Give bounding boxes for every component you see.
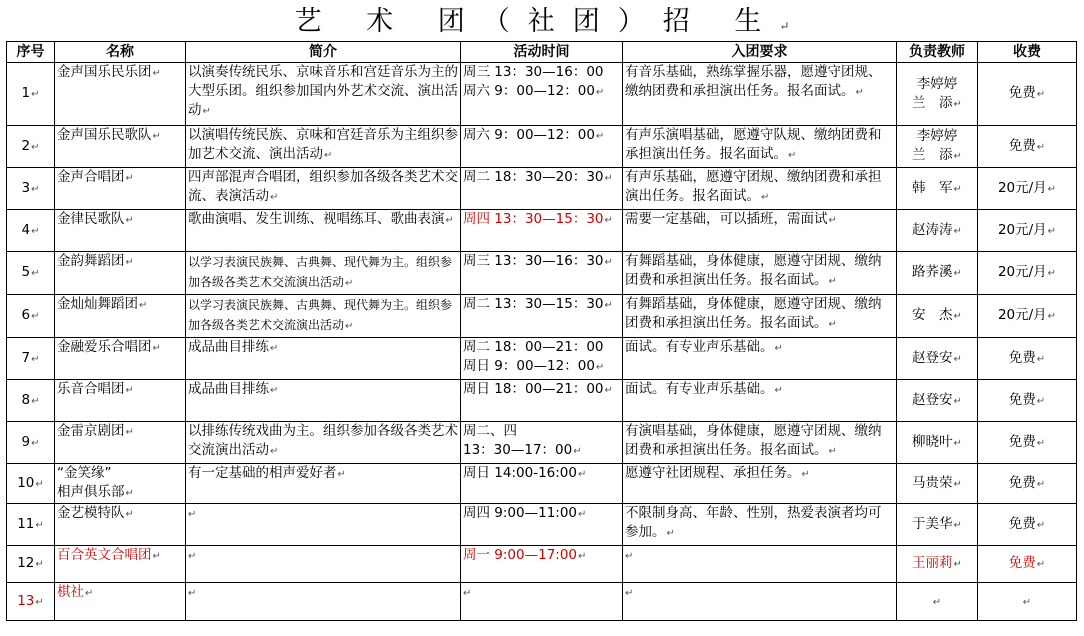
paragraph-mark-icon: ↵ (604, 215, 613, 226)
paragraph-mark-icon: ↵ (139, 300, 148, 311)
paragraph-mark-icon: ↵ (774, 343, 783, 354)
club-name-cell (55, 126, 186, 168)
paragraph-mark-icon: ↵ (324, 150, 333, 161)
cell-text: 9 (21, 433, 31, 450)
requirement-cell (623, 380, 897, 422)
cell-text: 有舞蹈基础，身体健康，愿遵守团规、缴纳团费和承担演出任务。报名面试。 (625, 253, 882, 288)
header-row (7, 42, 1077, 63)
teacher-cell (897, 464, 978, 504)
activity-time-cell (461, 338, 623, 380)
paragraph-mark-icon: ↵ (1022, 596, 1032, 608)
requirement-cell (623, 168, 897, 210)
cell-text: 周三 13：30—16：00 (463, 64, 604, 80)
fee-cell (978, 504, 1077, 546)
table-row (7, 168, 1077, 210)
cell-text: 周日 9：00—12：00 (463, 358, 595, 374)
cell-text: 有音乐基础，熟练掌握乐器，愿遵守团规、缴纳团费和承担演出任务。报名面试。 (625, 64, 882, 99)
teacher-cell (897, 338, 978, 380)
cell-text: 需要一定基础，可以插班，需面试 (625, 211, 828, 227)
cell-text: 以演唱传统民族、京味和宫廷音乐为主组织参加艺术交流、演出活动 (188, 127, 458, 162)
cell-text: 百合英文合唱团 (57, 547, 152, 563)
requirement-cell (623, 464, 897, 504)
teacher-cell (897, 126, 978, 168)
cell-text: 以学习表演民族舞、古典舞、现代舞为主。组织参加各级各类艺术交流演出活动 (188, 298, 453, 332)
cell-text: 10 (17, 474, 35, 491)
paragraph-mark-icon: ↵ (953, 478, 962, 490)
paragraph-mark-icon: ↵ (345, 321, 354, 332)
cell-text: 免费 (1008, 349, 1036, 366)
activity-time-cell (461, 422, 623, 464)
paragraph-mark-icon: ↵ (604, 300, 613, 311)
cell-text: 歌曲演唱、发生训练、视唱练耳、歌曲表演 (188, 211, 445, 227)
cell-text: 20元/月 (997, 264, 1047, 280)
activity-time-cell (461, 380, 623, 422)
paragraph-mark-icon: ↵ (35, 519, 44, 531)
paragraph-mark-icon: ↵ (595, 131, 605, 142)
cell-text: 3 (21, 179, 31, 196)
paragraph-mark-icon: ↵ (345, 278, 354, 289)
cell-text: “金笑缘” (57, 465, 112, 481)
seq-cell (7, 422, 55, 464)
paragraph-mark-icon: ↵ (953, 151, 962, 162)
cell-text: 以学习表演民族舞、古典舞、现代舞为主。组织参加各级各类艺术交流演出活动 (188, 255, 453, 289)
paragraph-mark-icon: ↵ (828, 319, 837, 330)
paragraph-mark-icon: ↵ (953, 311, 962, 322)
paragraph-mark-icon: ↵ (31, 268, 40, 279)
paragraph-mark-icon: ↵ (578, 509, 587, 520)
paragraph-mark-icon: ↵ (125, 215, 134, 226)
club-name-cell (55, 546, 186, 583)
paragraph-mark-icon: ↵ (573, 446, 582, 457)
teacher-cell (897, 380, 978, 422)
cell-text: 免费 (1008, 433, 1036, 450)
requirement-cell (623, 210, 897, 252)
paragraph-mark-icon: ↵ (31, 311, 40, 322)
seq-cell (7, 546, 55, 583)
paragraph-mark-icon: ↵ (604, 385, 613, 396)
fee-cell (978, 252, 1077, 295)
page-title: 艺 术 团（社团）招 生↵ (294, 6, 790, 37)
cell-text: 周三 13：30—16：30 (463, 253, 604, 269)
paragraph-mark-icon: ↵ (1047, 268, 1057, 279)
paragraph-mark-icon: ↵ (1036, 559, 1046, 570)
club-name-cell (55, 583, 186, 621)
paragraph-mark-icon: ↵ (270, 385, 279, 396)
paragraph-mark-icon: ↵ (577, 469, 587, 480)
cell-text: 成品曲目排练 (188, 381, 269, 397)
paragraph-mark-icon: ↵ (1036, 478, 1046, 490)
fee-cell (978, 380, 1077, 422)
intro-cell (186, 464, 461, 504)
teacher-cell (897, 210, 978, 252)
paragraph-mark-icon: ↵ (595, 87, 605, 98)
fee-cell (978, 422, 1077, 464)
club-name-cell (55, 210, 186, 252)
paragraph-mark-icon: ↵ (1036, 141, 1046, 153)
paragraph-mark-icon: ↵ (761, 192, 770, 203)
cell-text: 赵登安 (912, 349, 953, 366)
cell-text: 愿遵守社团规程、承担任务。 (625, 465, 801, 481)
club-name-cell (55, 380, 186, 422)
paragraph-mark-icon: ↵ (1036, 437, 1046, 449)
cell-text: 路荞溪 (912, 264, 953, 280)
cell-text: 2 (21, 137, 31, 154)
teacher-cell (897, 252, 978, 295)
paragraph-mark-icon: ↵ (828, 276, 837, 287)
requirement-cell (623, 338, 897, 380)
header-requirements: 入团要求 (623, 42, 897, 63)
requirement-cell (623, 126, 897, 168)
cell-text: 金雷京剧团 (57, 423, 125, 439)
requirement-cell (623, 63, 897, 126)
paragraph-mark-icon: ↵ (152, 551, 161, 562)
paragraph-mark-icon: ↵ (1047, 311, 1057, 322)
cell-text: 乐音合唱团 (57, 381, 125, 397)
fee-cell (978, 546, 1077, 583)
paragraph-mark-icon: ↵ (953, 353, 962, 365)
paragraph-mark-icon: ↵ (152, 68, 161, 79)
paragraph-mark-icon: ↵ (152, 343, 161, 354)
cell-text: 金声合唱团 (57, 169, 125, 185)
requirement-cell (623, 252, 897, 295)
seq-cell (7, 252, 55, 295)
table-row (7, 464, 1077, 504)
intro-cell (186, 546, 461, 583)
paragraph-mark-icon: ↵ (125, 427, 134, 438)
fee-cell (978, 464, 1077, 504)
cell-text: 金灿灿舞蹈团 (57, 296, 138, 312)
intro-cell (186, 168, 461, 210)
header-intro: 简介 (186, 42, 461, 63)
paragraph-mark-icon: ↵ (1036, 395, 1046, 407)
seq-cell (7, 295, 55, 338)
cell-text: 有声乐演唱基础，愿遵守队规、缴纳团费和承担演出任务。报名面试。 (625, 127, 882, 162)
cell-text: 周二 18：00—21：00 (463, 339, 604, 355)
cell-text: 柳晓叶 (912, 433, 953, 450)
fee-cell (978, 338, 1077, 380)
paragraph-mark-icon: ↵ (270, 192, 279, 203)
seq-cell (7, 504, 55, 546)
seq-cell (7, 168, 55, 210)
activity-time-cell (461, 126, 623, 168)
paragraph-mark-icon: ↵ (595, 362, 605, 373)
cell-text: 4 (21, 221, 31, 238)
paragraph-mark-icon: ↵ (774, 385, 783, 396)
paragraph-mark-icon: ↵ (953, 98, 962, 110)
activity-time-cell (461, 63, 623, 126)
paragraph-mark-icon: ↵ (35, 596, 44, 608)
cell-text: 免费 (1008, 137, 1036, 154)
cell-text: 周一 9:00—17:00 (463, 547, 578, 563)
paragraph-mark-icon: ↵ (1036, 353, 1046, 365)
cell-text: 8 (21, 391, 31, 408)
cell-text: 13：30—17：00 (463, 442, 573, 458)
header-fee: 收费 (978, 42, 1077, 63)
cell-text: 7 (21, 349, 31, 366)
paragraph-mark-icon: ↵ (625, 551, 634, 562)
intro-cell (186, 422, 461, 464)
paragraph-mark-icon: ↵ (188, 588, 197, 599)
header-teacher: 负责教师 (897, 42, 978, 63)
cell-text: 李婷婷 (916, 75, 958, 92)
intro-cell (186, 504, 461, 546)
cell-text: 有一定基础的相声爱好者 (188, 465, 337, 481)
header-no: 序号 (7, 42, 55, 63)
paragraph-mark-icon: ↵ (801, 469, 810, 480)
paragraph-mark-icon: ↵ (828, 215, 837, 226)
seq-cell (7, 583, 55, 621)
table-row (7, 380, 1077, 422)
fee-cell (978, 295, 1077, 338)
cell-text: 免费 (1008, 515, 1036, 532)
cell-text: 11 (17, 515, 35, 532)
paragraph-mark-icon: ↵ (932, 596, 942, 608)
club-name-cell (55, 464, 186, 504)
table-row (7, 126, 1077, 168)
paragraph-mark-icon: ↵ (1036, 89, 1046, 100)
teacher-cell (897, 295, 978, 338)
paragraph-mark-icon: ↵ (152, 131, 161, 142)
table-row (7, 422, 1077, 464)
cell-text: 免费 (1008, 555, 1036, 571)
cell-text: 5 (21, 264, 31, 280)
paragraph-mark-icon: ↵ (31, 353, 40, 365)
fee-cell (978, 583, 1077, 621)
intro-cell (186, 63, 461, 126)
paragraph-mark-icon: ↵ (125, 509, 134, 520)
cell-text: 免费 (1008, 85, 1036, 101)
requirement-cell (623, 546, 897, 583)
table-row (7, 210, 1077, 252)
paragraph-mark-icon: ↵ (463, 588, 472, 599)
table-row (7, 583, 1077, 621)
cell-text: 周四 9:00—11:00 (463, 505, 578, 521)
club-name-cell (55, 422, 186, 464)
activity-time-cell (461, 504, 623, 546)
requirement-cell (623, 504, 897, 546)
paragraph-mark-icon: ↵ (188, 551, 197, 562)
cell-text: 20元/月 (997, 307, 1047, 323)
cell-text: 20元/月 (997, 221, 1047, 238)
paragraph-mark-icon: ↵ (1047, 225, 1057, 237)
requirement-cell (623, 295, 897, 338)
cell-text: 韩 军 (912, 179, 953, 196)
cell-text: 兰 添 (912, 94, 953, 111)
club-name-cell (55, 252, 186, 295)
paragraph-mark-icon: ↵ (953, 519, 962, 531)
paragraph-mark-icon: ↵ (85, 588, 94, 599)
paragraph-mark-icon: ↵ (270, 446, 279, 457)
fee-cell (978, 210, 1077, 252)
activity-time-cell (461, 583, 623, 621)
paragraph-mark-icon: ↵ (188, 509, 197, 520)
activity-time-cell (461, 168, 623, 210)
paragraph-mark-icon: ↵ (953, 268, 962, 279)
activity-time-cell (461, 295, 623, 338)
intro-cell (186, 338, 461, 380)
activity-time-cell (461, 252, 623, 295)
cell-text: 于美华 (912, 515, 953, 532)
table-row (7, 63, 1077, 126)
table-row (7, 338, 1077, 380)
cell-text: 金融爱乐合唱团 (57, 339, 152, 355)
club-name-cell (55, 504, 186, 546)
cell-text: 周四 13：30—15：30 (463, 211, 604, 227)
cell-text: 金声国乐民乐团 (57, 64, 152, 80)
cell-text: 6 (21, 307, 31, 323)
intro-cell (186, 252, 461, 295)
paragraph-mark-icon: ↵ (31, 395, 40, 407)
cell-text: 赵涛涛 (912, 221, 953, 238)
table-row (7, 252, 1077, 295)
intro-cell (186, 380, 461, 422)
cell-text: 周二、四 (463, 423, 517, 439)
paragraph-mark-icon: ↵ (953, 225, 962, 237)
paragraph-mark-icon: ↵ (125, 257, 134, 268)
paragraph-mark-icon: ↵ (788, 150, 797, 161)
intro-cell (186, 295, 461, 338)
teacher-cell (897, 422, 978, 464)
paragraph-mark-icon: ↵ (31, 141, 40, 153)
cell-text: 免费 (1008, 391, 1036, 408)
cell-text: 周六 9：00—12：00 (463, 83, 595, 99)
cell-text: 王丽莉 (912, 555, 953, 571)
table-row (7, 504, 1077, 546)
cell-text: 成品曲目排练 (188, 339, 269, 355)
paragraph-mark-icon: ↵ (604, 257, 613, 268)
paragraph-mark-icon: ↵ (31, 89, 40, 100)
paragraph-mark-icon: ↵ (953, 559, 962, 570)
teacher-cell (897, 583, 978, 621)
header-name: 名称 (55, 42, 186, 63)
cell-text: 金律民歌队 (57, 211, 125, 227)
header-time: 活动时间 (461, 42, 623, 63)
cell-text: 免费 (1008, 474, 1036, 491)
cell-text: 棋社 (57, 584, 84, 600)
seq-cell (7, 126, 55, 168)
paragraph-mark-icon: ↵ (1036, 519, 1046, 531)
paragraph-mark-icon: ↵ (666, 528, 675, 539)
cell-text: 四声部混声合唱团，组织参加各级各类艺术交流、表演活动 (188, 169, 458, 204)
cell-text: 相声俱乐部 (57, 484, 125, 500)
cell-text: 周日 14:00-16:00 (463, 465, 577, 481)
recruitment-table (6, 41, 1077, 621)
cell-text: 金韵舞蹈团 (57, 253, 125, 269)
teacher-cell (897, 504, 978, 546)
intro-cell (186, 583, 461, 621)
paragraph-mark-icon: ↵ (35, 478, 44, 490)
cell-text: 金声国乐民歌队 (57, 127, 152, 143)
cell-text: 兰 添 (912, 147, 953, 163)
cell-text: 周二 18：30—20：30 (463, 169, 604, 185)
paragraph-mark-icon: ↵ (828, 446, 837, 457)
table-row (7, 546, 1077, 583)
paragraph-mark-icon: ↵ (953, 437, 962, 449)
cell-text: 面试。有专业声乐基础。 (625, 381, 774, 397)
paragraph-mark-icon: ↵ (125, 385, 134, 396)
table-row (7, 295, 1077, 338)
seq-cell (7, 464, 55, 504)
intro-cell (186, 210, 461, 252)
activity-time-cell (461, 546, 623, 583)
paragraph-mark-icon: ↵ (953, 183, 962, 195)
paragraph-mark-icon: ↵ (855, 87, 864, 98)
paragraph-mark-icon: ↵ (337, 469, 346, 480)
fee-cell (978, 63, 1077, 126)
paragraph-mark-icon: ↵ (125, 173, 134, 184)
paragraph-mark-icon: ↵ (202, 106, 211, 117)
club-name-cell (55, 338, 186, 380)
cell-text: 赵登安 (912, 391, 953, 408)
cell-text: 马贵荣 (912, 474, 953, 491)
seq-cell (7, 210, 55, 252)
paragraph-mark-icon: ↵ (445, 215, 454, 226)
paragraph-mark-icon: ↵ (35, 559, 44, 570)
paragraph-mark-icon: ↵ (953, 395, 962, 407)
requirement-cell (623, 583, 897, 621)
paragraph-mark-icon: ↵ (270, 343, 279, 354)
paragraph-mark-icon: ↵ (625, 588, 634, 599)
seq-cell (7, 63, 55, 126)
cell-text: 1 (21, 85, 31, 101)
club-name-cell (55, 295, 186, 338)
cell-text: 有声乐基础，愿遵守团规、缴纳团费和承担演出任务。报名面试。 (625, 169, 882, 204)
paragraph-mark-icon: ↵ (125, 488, 134, 499)
cell-text: 不限制身高、年龄、性别，热爱表演者均可参加。 (625, 505, 882, 540)
teacher-cell (897, 63, 978, 126)
club-name-cell (55, 63, 186, 126)
club-name-cell (55, 168, 186, 210)
paragraph-mark-icon: ↵ (578, 551, 587, 562)
teacher-cell (897, 546, 978, 583)
cell-text: 13 (17, 592, 35, 609)
cell-text: 周六 9：00—12：00 (463, 127, 595, 143)
paragraph-mark-icon: ↵ (31, 183, 40, 195)
cell-text: 面试。有专业声乐基础。 (625, 339, 774, 355)
seq-cell (7, 380, 55, 422)
fee-cell (978, 168, 1077, 210)
cell-text: 安 杰 (912, 307, 953, 323)
cell-text: 周日 18：00—21：00 (463, 381, 604, 397)
cell-text: 金艺模特队 (57, 505, 125, 521)
cell-text: 有演唱基础，身体健康，愿遵守团规、缴纳团费和承担演出任务。报名面试。 (625, 423, 882, 458)
paragraph-mark-icon: ↵ (604, 173, 613, 184)
seq-cell (7, 338, 55, 380)
activity-time-cell (461, 464, 623, 504)
activity-time-cell (461, 210, 623, 252)
cell-text: 有舞蹈基础，身体健康，愿遵守团规、缴纳团费和承担演出任务。报名面试。 (625, 296, 882, 331)
cell-text: 12 (17, 555, 35, 571)
cell-text: 周二 13：30—15：30 (463, 296, 604, 312)
fee-cell (978, 126, 1077, 168)
teacher-cell (897, 168, 978, 210)
cell-text: 20元/月 (997, 179, 1047, 196)
paragraph-mark-icon: ↵ (31, 437, 40, 449)
paragraph-mark-icon: ↵ (1047, 183, 1057, 195)
cell-text: 以演奏传统民乐、京味音乐和宫廷音乐为主的大型乐团。组织参加国内外艺术交流、演出活动 (188, 64, 458, 118)
requirement-cell (623, 422, 897, 464)
paragraph-mark-icon: ↵ (31, 225, 40, 237)
cell-text: 以排练传统戏曲为主。组织参加各级各类艺术交流演出活动 (188, 423, 458, 458)
intro-cell (186, 126, 461, 168)
cell-text: 李婷婷 (916, 128, 958, 144)
